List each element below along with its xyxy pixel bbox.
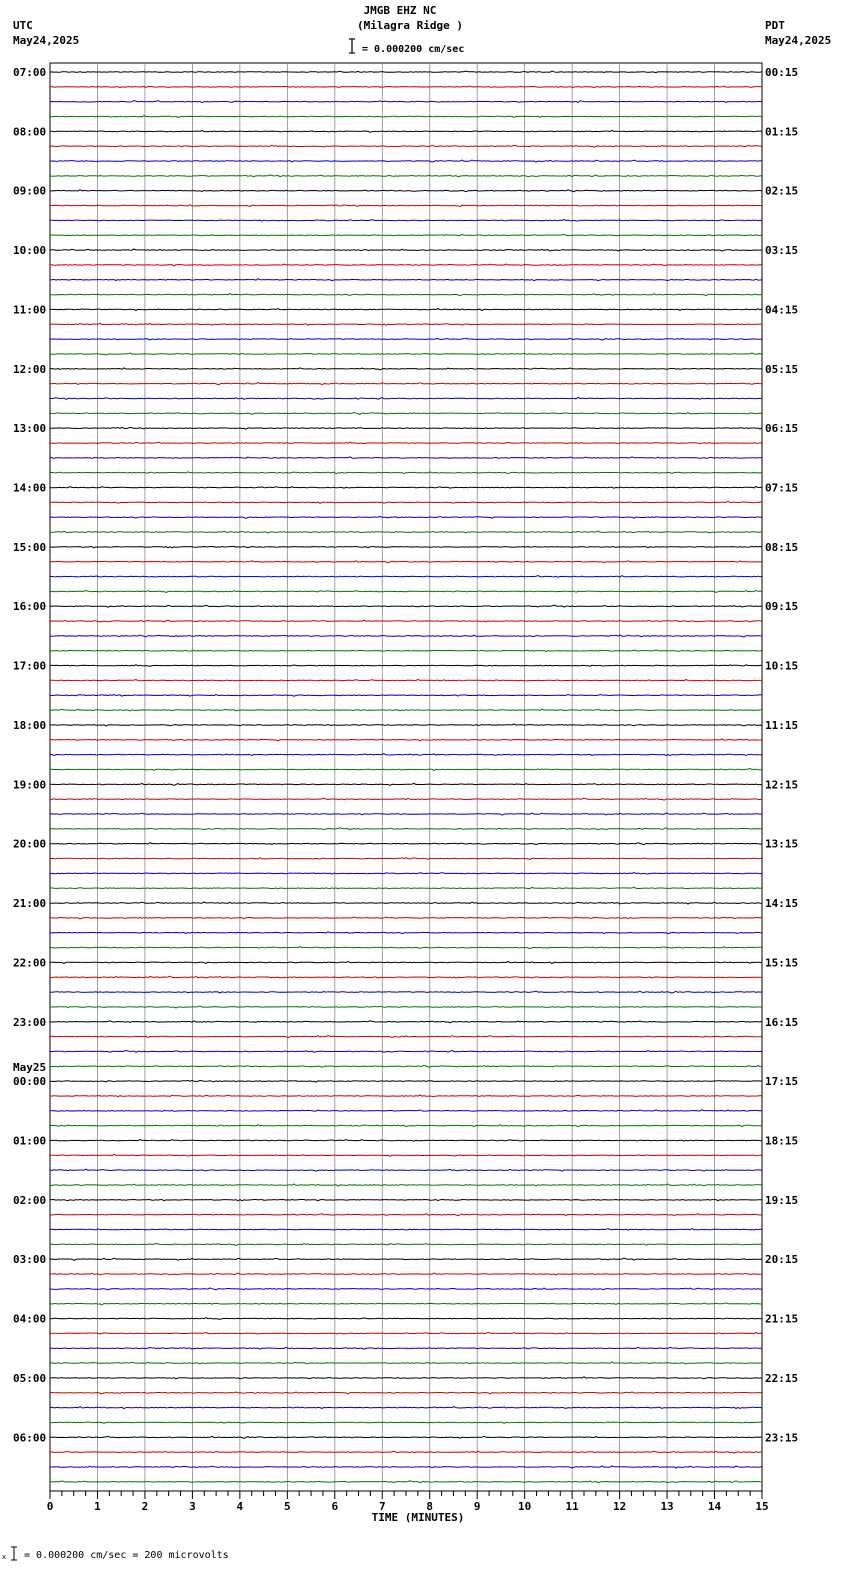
pdt-hour-label: 06:15 — [765, 422, 799, 436]
seismic-trace — [50, 175, 762, 177]
seismic-trace — [50, 1243, 762, 1245]
seismic-trace — [50, 739, 762, 741]
x-tick-label: 1 — [94, 1500, 101, 1513]
x-tick-label: 5 — [284, 1500, 291, 1513]
seismic-trace — [50, 71, 762, 73]
seismic-trace — [50, 1229, 762, 1231]
seismic-trace — [50, 353, 762, 355]
utc-hour-label: 08:00 — [13, 125, 47, 139]
seismic-trace — [50, 798, 762, 800]
seismic-trace — [50, 101, 762, 103]
seismic-trace — [50, 694, 762, 696]
utc-hour-label: 20:00 — [13, 837, 47, 851]
left-timezone: UTC — [13, 19, 33, 32]
seismic-trace — [50, 1318, 762, 1320]
pdt-hour-label: 10:15 — [765, 659, 799, 673]
utc-hour-label: 23:00 — [13, 1015, 47, 1029]
utc-hour-label: 03:00 — [13, 1253, 47, 1267]
utc-hour-label: 19:00 — [13, 778, 47, 792]
seismic-trace — [50, 264, 762, 266]
utc-hour-label: 09:00 — [13, 184, 47, 198]
right-timezone: PDT — [765, 19, 785, 32]
seismic-trace — [50, 1214, 762, 1216]
seismic-trace — [50, 1154, 762, 1156]
seismic-trace — [50, 872, 762, 874]
footer-scale-note: = 0.000200 cm/sec = 200 microvolts — [24, 1550, 229, 1561]
utc-hour-label: 13:00 — [13, 422, 47, 436]
x-tick-label: 11 — [565, 1500, 579, 1513]
seismic-trace — [50, 1451, 762, 1453]
pdt-hour-label: 13:15 — [765, 837, 799, 851]
utc-hour-label: 14:00 — [13, 481, 47, 495]
pdt-hour-label: 01:15 — [765, 125, 799, 139]
seismic-trace — [50, 679, 762, 681]
utc-hour-label: 02:00 — [13, 1193, 47, 1207]
seismic-trace — [50, 1436, 762, 1438]
right-date: May24,2025 — [765, 34, 832, 47]
seismic-trace — [50, 116, 762, 118]
pdt-hour-label: 14:15 — [765, 897, 799, 911]
pdt-hour-label: 00:15 — [765, 66, 799, 79]
pdt-hour-label: 18:15 — [765, 1134, 799, 1148]
seismic-trace — [50, 724, 762, 726]
seismic-trace — [50, 1422, 762, 1424]
pdt-hour-label: 11:15 — [765, 718, 799, 732]
seismic-trace — [50, 190, 762, 192]
seismic-trace — [50, 1347, 762, 1349]
seismic-trace — [50, 976, 762, 978]
seismic-trace — [50, 531, 762, 533]
utc-hour-label: 16:00 — [13, 600, 47, 614]
x-tick-label: 12 — [612, 1500, 627, 1513]
seismic-trace — [50, 501, 762, 503]
seismic-trace — [50, 769, 762, 771]
seismic-trace — [50, 783, 762, 785]
seismic-trace — [50, 1184, 762, 1186]
pdt-hour-label: 02:15 — [765, 184, 799, 198]
pdt-hour-label: 19:15 — [765, 1193, 799, 1207]
station-title: JMGB EHZ NC — [363, 4, 437, 17]
seismic-trace — [50, 205, 762, 207]
seismic-trace — [50, 902, 762, 904]
seismic-trace — [50, 249, 762, 251]
seismic-trace — [50, 516, 762, 518]
seismic-trace — [50, 1362, 762, 1364]
scale-bar-label: = 0.000200 cm/sec — [362, 44, 465, 55]
seismic-trace — [50, 279, 762, 281]
seismic-trace — [50, 338, 762, 340]
pdt-hour-label: 20:15 — [765, 1253, 799, 1267]
x-tick-label: 9 — [473, 1500, 481, 1513]
left-date: May24,2025 — [13, 34, 80, 47]
x-tick-label: 7 — [378, 1500, 386, 1513]
seismic-trace — [50, 561, 762, 563]
seismic-trace — [50, 487, 762, 489]
seismic-trace — [50, 472, 762, 474]
seismic-trace — [50, 991, 762, 993]
pdt-hour-label: 09:15 — [765, 600, 799, 614]
x-tick-label: 4 — [236, 1500, 244, 1513]
utc-hour-label: 00:00 — [13, 1075, 47, 1089]
x-tick-label: 0 — [46, 1500, 54, 1513]
seismic-trace — [50, 130, 762, 132]
seismic-trace — [50, 665, 762, 667]
pdt-hour-label: 16:15 — [765, 1015, 799, 1029]
utc-hour-label: 22:00 — [13, 956, 47, 970]
seismic-trace — [50, 1080, 762, 1082]
seismic-trace — [50, 427, 762, 429]
utc-hour-label: 07:00 — [13, 66, 47, 79]
pdt-hour-label: 03:15 — [765, 244, 799, 258]
utc-hour-label: 04:00 — [13, 1312, 47, 1326]
seismic-trace — [50, 234, 762, 236]
utc-hour-label: 01:00 — [13, 1134, 47, 1148]
x-tick-label: 6 — [331, 1500, 339, 1513]
footer-scale-icon — [2, 1547, 17, 1561]
x-tick-label: 10 — [518, 1500, 532, 1513]
seismic-trace — [50, 843, 762, 845]
seismic-trace — [50, 917, 762, 919]
seismic-trace — [50, 546, 762, 548]
x-tick-label: 2 — [141, 1500, 149, 1513]
site-subtitle: (Milagra Ridge ) — [357, 19, 463, 32]
pdt-hour-label: 17:15 — [765, 1075, 799, 1089]
seismic-trace — [50, 1095, 762, 1097]
pdt-hour-label: 04:15 — [765, 303, 799, 317]
seismic-trace — [50, 1050, 762, 1052]
x-tick-label: 3 — [189, 1500, 196, 1513]
seismic-trace — [50, 160, 762, 162]
seismic-trace — [50, 368, 762, 370]
seismic-trace — [50, 932, 762, 934]
seismic-trace — [50, 1407, 762, 1409]
x-tick-label: 14 — [707, 1500, 722, 1513]
seismic-trace — [50, 397, 762, 399]
seismic-trace — [50, 1065, 762, 1067]
scale-bar-icon — [349, 39, 355, 53]
seismic-trace — [50, 457, 762, 459]
utc-hour-label: 17:00 — [13, 659, 47, 673]
seismic-trace — [50, 1021, 762, 1023]
pdt-hour-label: 08:15 — [765, 540, 799, 554]
pdt-hour-label: 05:15 — [765, 362, 799, 376]
x-tick-label: 8 — [426, 1500, 434, 1513]
seismic-trace — [50, 947, 762, 949]
seismic-trace — [50, 1258, 762, 1260]
seismic-trace — [50, 1481, 762, 1483]
seismic-trace — [50, 86, 762, 88]
seismic-trace — [50, 1169, 762, 1171]
utc-hour-label: 12:00 — [13, 362, 47, 376]
seismic-trace — [50, 1200, 762, 1201]
pdt-hour-label: 07:15 — [765, 481, 799, 495]
seismic-trace — [50, 709, 762, 711]
seismic-trace — [50, 1332, 762, 1334]
seismic-trace — [50, 1140, 762, 1142]
seismic-trace — [50, 1466, 762, 1468]
x-tick-label: 13 — [660, 1500, 674, 1513]
utc-hour-label: 06:00 — [13, 1431, 47, 1445]
pdt-hour-label: 21:15 — [765, 1312, 799, 1326]
seismic-trace — [50, 887, 762, 889]
seismic-trace — [50, 383, 762, 385]
seismic-trace — [50, 1006, 762, 1008]
seismic-trace — [50, 813, 762, 815]
utc-hour-label: 15:00 — [13, 540, 47, 554]
date-change-label: May25 — [13, 1061, 47, 1075]
seismic-trace — [50, 1392, 762, 1394]
seismic-trace — [50, 1303, 762, 1305]
seismic-trace — [50, 620, 762, 622]
seismic-trace — [50, 576, 762, 578]
seismic-trace — [50, 1377, 762, 1379]
seismic-trace — [50, 961, 762, 963]
plot-frame — [50, 63, 762, 1491]
seismic-trace — [50, 605, 762, 607]
seismic-trace — [50, 323, 762, 325]
pdt-hour-label: 22:15 — [765, 1371, 799, 1385]
seismic-trace — [50, 590, 762, 592]
seismic-trace — [50, 145, 762, 147]
seismic-trace — [50, 858, 762, 860]
seismic-trace — [50, 294, 762, 296]
seismic-trace — [50, 1036, 762, 1038]
x-axis-label: TIME (MINUTES) — [371, 1511, 465, 1524]
utc-hour-label: 11:00 — [13, 303, 47, 317]
seismic-trace — [50, 442, 762, 444]
utc-hour-label: 21:00 — [13, 897, 47, 911]
seismic-trace — [50, 754, 762, 756]
utc-hour-label: 05:00 — [13, 1371, 47, 1385]
seismic-trace — [50, 650, 762, 652]
pdt-hour-label: 15:15 — [765, 956, 799, 970]
pdt-hour-label: 23:15 — [765, 1431, 799, 1445]
seismic-trace — [50, 635, 762, 637]
seismic-trace — [50, 1288, 762, 1290]
utc-hour-label: 10:00 — [13, 244, 47, 258]
seismic-trace — [50, 828, 762, 830]
seismic-trace — [50, 1273, 762, 1275]
utc-hour-label: 18:00 — [13, 718, 47, 732]
seismic-trace — [50, 1125, 762, 1127]
seismic-trace — [50, 220, 762, 222]
svg-text:x: x — [2, 1553, 7, 1561]
pdt-hour-label: 12:15 — [765, 778, 799, 792]
seismic-trace — [50, 412, 762, 414]
seismic-trace — [50, 309, 762, 311]
x-tick-label: 15 — [755, 1500, 769, 1513]
seismic-trace — [50, 1110, 762, 1112]
